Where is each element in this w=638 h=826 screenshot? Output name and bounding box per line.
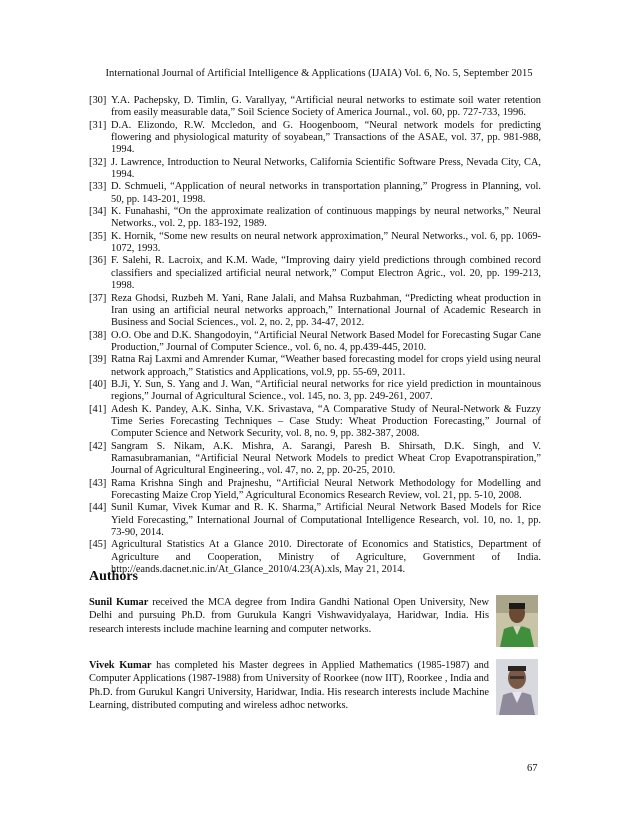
author-name: Sunil Kumar [89,597,149,608]
reference-text: J. Lawrence, Introduction to Neural Networks, California Scientific Software Press, Nevada City, CA, 1994. [111,156,541,181]
reference-text: D.A. Elizondo, R.W. Mccledon, and G. Hoogenboom, “Neural network models for predicting flowering and physiological maturity of soyabean,” Transactions of the ASAE, vol. 37, pp. 981-988, 1994. [111,119,541,156]
author-bio-text: has completed his Master degrees in Applied Mathematics (1985-1987) and Computer Applications (1987-1988) from University of Roorkee (now IIT), Roorkee , India and Ph.D. from Gurukul Kangri University, Haridwar, India. His research interests include Machine Learning, distributed computing and wireless adhoc networks. [89,660,489,711]
page-number: 67 [527,763,538,774]
author-bio-text: received the MCA degree from Indira Gandhi National Open University, New Delhi and pursuing Ph.D. from Gurukula Kangri Vishwavidyalaya, Haridwar, India. His research interests include machine learning and computer networks. [89,597,489,635]
authors-heading: Authors [89,569,139,584]
reference-number: [30] [89,95,107,106]
reference-text: Agricultural Statistics At a Glance 2010. Directorate of Economics and Statistics, Department of Agriculture and Cooperation, Ministry of Agriculture, Government of India. http://eands.dacnet.nic.in/At_Glance_2010/4.23(A).xls, May 21, 2014. [111,539,541,576]
reference-item [89,441,541,478]
reference-item [89,206,541,231]
journal-header: International Journal of Artificial Intelligence & Applications (IJAIA) Vol. 6, No. 5, September 2015 [105,68,533,79]
author-photo-vivek-kumar [496,659,538,715]
reference-number: [31] [89,119,107,131]
reference-text: Rama Krishna Singh and Prajneshu, “Artificial Neural Network Methodology for Modelling and Forecasting Maize Crop Yield,” Agricultural Economics Research Review, vol. 21, pp. 5-10, 2008. [111,477,541,501]
reference-item [89,293,541,330]
reference-text: B.Ji, Y. Sun, S. Yang and J. Wan, “Artificial neural networks for rice yield prediction in mountainous regions,” Journal of Agricultural Science., vol. 145, no. 3, pp. 249-261, 2007. [111,378,541,403]
reference-text: Y.A. Pachepsky, D. Timlin, G. Varallyay, “Artificial neural networks to estimate soil water retention from easily measurable data,” Soil Science Society of America Journal., vol. 60, pp. 727-733, 1996. [111,95,541,119]
reference-number: [33] [89,181,107,193]
reference-item [89,120,541,157]
reference-item [89,539,541,576]
reference-number: [32] [89,156,107,168]
author-bio-sunil-kumar [89,596,489,636]
reference-number: [43] [89,477,107,489]
reference-text: Adesh K. Pandey, A.K. Sinha, V.K. Srivastava, “A Comparative Study of Neural-Network & Fuzzy Time Series Forecasting Techniques – Case Study: Wheat Production Forecasting,” Journal of Computer Science and Network Security, vol. 8, no. 9, pp. 382-387, 2008. [111,403,541,440]
reference-number: [45] [89,539,107,551]
reference-item [89,231,541,256]
reference-item [89,478,541,503]
reference-text: K. Hornik, “Some new results on neural network approximation,” Neural Networks., vol. 6, pp. 1069-1072, 1993. [111,230,541,255]
reference-item [89,157,541,182]
reference-item [89,255,541,292]
author-name: Vivek Kumar [89,660,152,671]
reference-number: [39] [89,354,107,366]
reference-number: [42] [89,440,107,452]
reference-number: [41] [89,403,107,415]
reference-item [89,181,541,206]
author-photo-sunil-kumar [496,595,538,647]
reference-item [89,404,541,441]
reference-number: [34] [89,206,107,218]
author-photo-image [496,659,538,715]
reference-number: [36] [89,255,107,267]
reference-text: O.O. Obe and D.K. Shangodoyin, “Artificial Neural Network Based Model for Forecasting Sugar Cane Production,” Journal of Computer Science., vol. 6, no. 4, pp.439-445, 2010. [111,329,541,353]
reference-number: [40] [89,378,107,390]
reference-text: Ratna Raj Laxmi and Amrender Kumar, “Weather based forecasting model for crops yield using neural network approach,” Statistics and Applications, vol.9, pp. 55-69, 2011. [111,354,541,378]
reference-text: F. Salehi, R. Lacroix, and K.M. Wade, “Improving dairy yield predictions through combined record classifiers and specialized artificial neural network,” Comput Electron Agric., vol. 20, pp. 199-213, 1998. [111,255,541,292]
reference-number: [38] [89,329,107,341]
reference-number: [44] [89,502,107,514]
reference-text: K. Funahashi, “On the approximate realization of continuous mappings by neural networks,” Neural Networks., vol. 2, pp. 183-192, 1989. [111,206,541,230]
reference-item [89,502,541,539]
reference-item [89,354,541,379]
author-photo-image [496,595,538,647]
reference-item [89,95,541,120]
reference-item [89,330,541,355]
reference-text: Sangram S. Nikam, A.K. Mishra, A. Sarangi, Paresh B. Shirsath, D.K. Singh, and V. Ramasubramanian, “Artificial Neural Network Models to predict Wheat Crop Evapotranspiration,” Journal of Agricultural Engineering., vol. 47, no. 2, pp. 20-25, 2010. [111,440,541,477]
reference-number: [35] [89,230,107,242]
reference-text: D. Schmueli, “Application of neural networks in transportation planning,” Progress in Planning, vol. 50, pp. 143-201, 1998. [111,181,541,205]
reference-text: Sunil Kumar, Vivek Kumar and R. K. Sharma,” Artificial Neural Network Based Models for Rice Yield Forecasting,” International Journal of Computational Intelligence Research, vol. 10, no. 1, pp. 73-90, 2014. [111,502,541,539]
author-bio-vivek-kumar [89,659,489,712]
reference-item [89,379,541,404]
reference-list [89,95,541,576]
reference-text: Reza Ghodsi, Ruzbeh M. Yani, Rane Jalali, and Mahsa Ruzbahman, “Predicting wheat production in Iran using an artificial neural networks approach,” International Journal of Academic Research in Business and Social Sciences., vol. 2, no. 2, pp. 34-47, 2012. [111,292,541,329]
reference-number: [37] [89,292,107,304]
